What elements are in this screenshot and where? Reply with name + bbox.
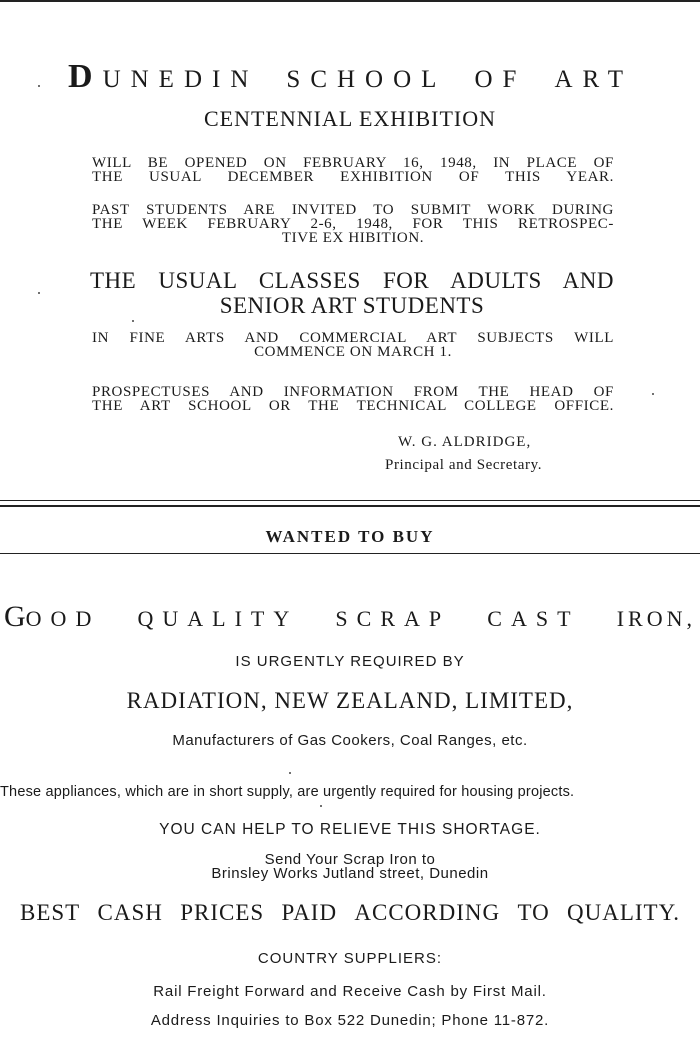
- headline-word-2: QUALITY: [137, 606, 299, 631]
- manufacturers-line: Manufacturers of Gas Cookers, Coal Ranges, etc.: [172, 732, 528, 749]
- fine-arts-line-1: IN FINE ARTS AND COMMERCIAL ART SUBJECTS WILL: [92, 330, 614, 346]
- title-word-2: SCHOOL: [286, 66, 447, 93]
- school-title: [0, 58, 700, 96]
- headline-word-4: CAST: [487, 606, 580, 631]
- best-prices-line: [20, 900, 680, 926]
- signature-name: W. G. ALDRIDGE,: [398, 434, 532, 450]
- prospectus-paragraph: [92, 385, 614, 413]
- print-speck: [38, 85, 40, 87]
- opening-paragraph: [92, 156, 614, 184]
- print-speck: [132, 320, 134, 322]
- send-line-1: Send Your Scrap Iron to: [264, 851, 436, 868]
- title-word-1: UNEDIN: [102, 66, 259, 93]
- exhibition-subtitle: CENTENNIAL EXHIBITION: [203, 106, 497, 131]
- headline-word-3: SCRAP: [335, 606, 451, 631]
- help-line: YOU CAN HELP TO RELIEVE THIS SHORTAGE.: [159, 821, 541, 838]
- print-speck: [320, 805, 322, 807]
- required-line: IS URGENTLY REQUIRED BY: [235, 653, 465, 670]
- best-word-5: ACCORDING: [354, 900, 501, 925]
- send-line-2: Brinsley Works Jutland street, Dunedin: [211, 865, 489, 882]
- fine-arts-line-2: COMMENCE ON MARCH 1.: [254, 344, 452, 360]
- classes-heading: [90, 268, 614, 318]
- best-word-6: TO: [517, 900, 550, 925]
- signature-title: Principal and Secretary.: [385, 457, 543, 473]
- best-word-4: PAID: [281, 900, 338, 925]
- opening-line-1: [92, 156, 614, 170]
- fine-arts-paragraph: [92, 331, 614, 359]
- past-students-line-3: TIVE EX HIBITION.: [281, 230, 425, 246]
- print-speck: [289, 772, 291, 774]
- past-students-line-2: THE WEEK FEBRUARY 2-6, 1948, FOR THIS RETROSPEC-: [92, 216, 614, 232]
- prospectus-line-2: THE ART SCHOOL OR THE TECHNICAL COLLEGE OFFICE.: [92, 398, 614, 414]
- print-speck: [652, 393, 654, 395]
- prospectus-line-1: PROSPECTUSES AND INFORMATION FROM THE HEAD OF: [92, 384, 614, 400]
- best-word-3: PRICES: [180, 900, 265, 925]
- print-speck: [38, 292, 40, 294]
- opening-line-2: THE USUAL DECEMBER EXHIBITION OF THIS YEAR.: [92, 169, 614, 185]
- past-students-line-1: PAST STUDENTS ARE INVITED TO SUBMIT WORK DURING: [92, 202, 614, 218]
- wanted-heading: WANTED TO BUY: [265, 527, 435, 546]
- headline-initial: G: [4, 600, 26, 633]
- best-word-1: BEST: [20, 900, 81, 925]
- scrap-headline: [4, 600, 696, 634]
- address-line: Address Inquiries to Box 522 Dunedin; Phone 11-872.: [150, 1012, 550, 1029]
- headline-word-5: IRON,: [616, 606, 696, 631]
- past-students-paragraph: [92, 203, 614, 245]
- classes-line-2: SENIOR ART STUDENTS: [219, 293, 485, 318]
- best-word-2: CASH: [97, 900, 163, 925]
- title-word-3: OF: [474, 66, 527, 93]
- title-initial: D: [68, 58, 103, 95]
- best-word-7: QUALITY.: [567, 900, 680, 925]
- classes-line-1: THE USUAL CLASSES FOR ADULTS AND: [90, 268, 614, 293]
- company-name: RADIATION, NEW ZEALAND, LIMITED,: [126, 688, 574, 713]
- separator-rule-lower: [0, 505, 700, 507]
- separator-rule-upper: [0, 500, 700, 501]
- title-word-4: ART: [554, 66, 633, 93]
- opening-line-1-text: WILL BE OPENED ON FEBRUARY 16, 1948, IN PLACE OF: [92, 155, 614, 171]
- wanted-rule: [0, 553, 700, 554]
- headline-word-1: OOD: [25, 606, 101, 631]
- country-suppliers: COUNTRY SUPPLIERS:: [257, 950, 443, 967]
- appliances-line: These appliances, which are in short supply, are urgently required for housing projects.: [0, 784, 575, 800]
- top-rule: [0, 0, 700, 2]
- rail-freight-line: Rail Freight Forward and Receive Cash by First Mail.: [153, 983, 547, 1000]
